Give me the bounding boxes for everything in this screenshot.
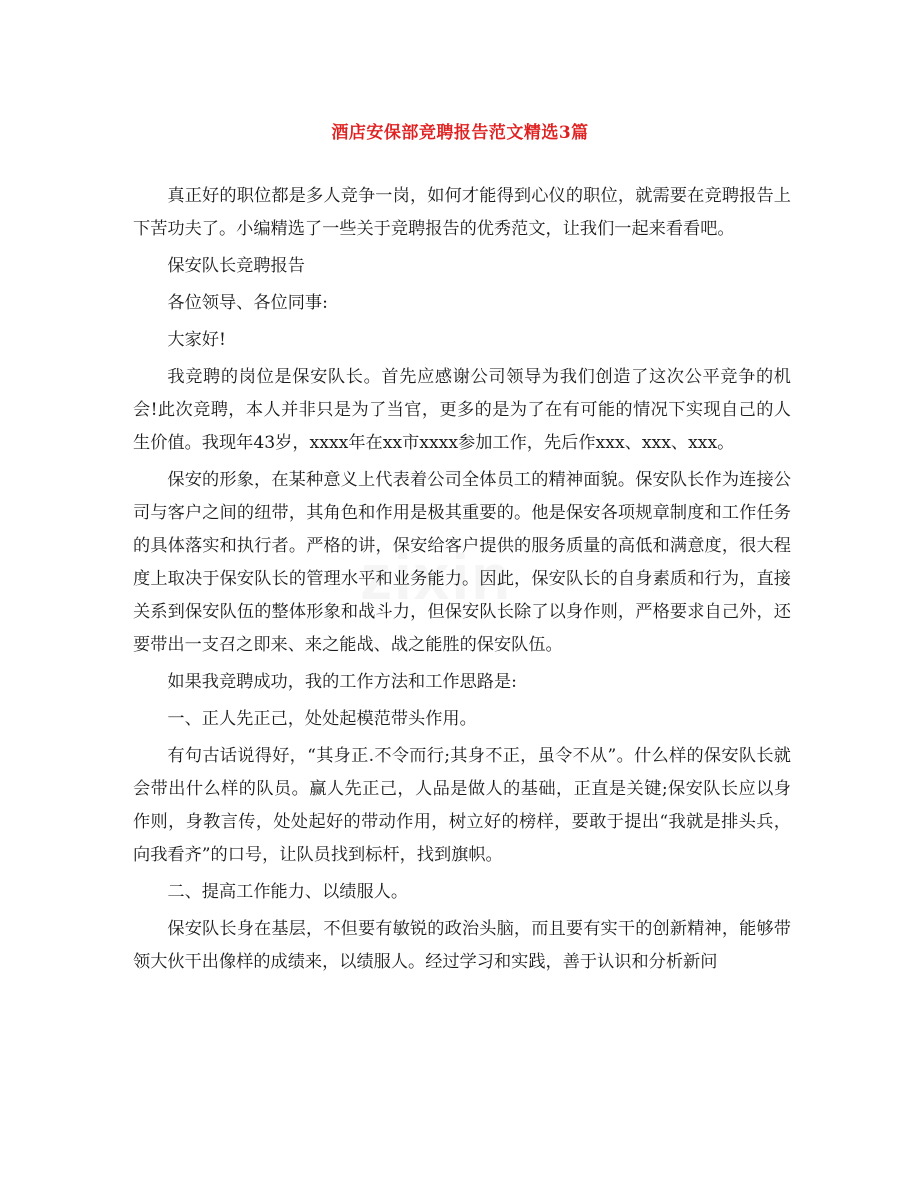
body-paragraph: 我竞聘的岗位是保安队长。首先应感谢公司领导为我们创造了这次公平竞争的机会!此次竞聘，本人并非只是为了当官，更多的是为了在有可能的情况下实现自己的人生价值。我现年43岁，xxxx年在xx市xxxx参加工作，先后作xxx、xxx、xxx。 [133, 367, 791, 453]
greeting: 大家好! [167, 330, 226, 350]
body-paragraph: 保安队长身在基层，不但要有敏锐的政治头脑，而且要有实干的创新精神，能够带领大伙干出像样的成绩来，以绩服人。经过学习和实践，善于认识和分析新问 [133, 919, 791, 972]
point-heading: 一、正人先正己，处处起模范带头作用。 [167, 709, 477, 729]
salutation: 各位领导、各位同事: [167, 293, 328, 313]
point-heading: 二、提高工作能力、以绩服人。 [167, 882, 409, 902]
body-paragraph: 保安的形象，在某种意义上代表着公司全体员工的精神面貌。保安队长作为连接公司与客户之间的纽带，其角色和作用是极其重要的。他是保安各项规章制度和工作任务的具体落实和执行者。严格的讲，保安给客户提供的服务质量的高低和满意度，很大程度上取决于保安队长的管理水平和业务能力。因此，保安队长的自身素质和行为，直接关系到保安队伍的整体形象和战斗力，但保安队长除了以身作则，严格要求自己外，还要带出一支召之即来、来之能战、战之能胜的保安队伍。 [133, 470, 791, 655]
intro-paragraph: 真正好的职位都是多人竞争一岗，如何才能得到心仪的职位，就需要在竞聘报告上下苦功夫了。小编精选了一些关于竞聘报告的优秀范文，让我们一起来看看吧。 [133, 186, 791, 239]
document-body [133, 180, 791, 983]
body-paragraph: 如果我竞聘成功，我的工作方法和工作思路是: [167, 672, 517, 692]
watermark: zixin [360, 541, 513, 613]
body-paragraph: 有句古话说得好，“其身正.不令而行;其身不正，虽令不从”。什么样的保安队长就会带出什么样的队员。赢人先正己，人品是做人的基础，正直是关键;保安队长应以身作则，身教言传，处处起好的带动作用，树立好的榜样，要敢于提出“我就是排头兵，向我看齐”的口号，让队员找到标杆，找到旗帜。 [133, 746, 791, 865]
document-title: 酒店安保部竞聘报告范文精选3篇 [331, 123, 589, 143]
section-heading: 保安队长竞聘报告 [167, 256, 305, 276]
